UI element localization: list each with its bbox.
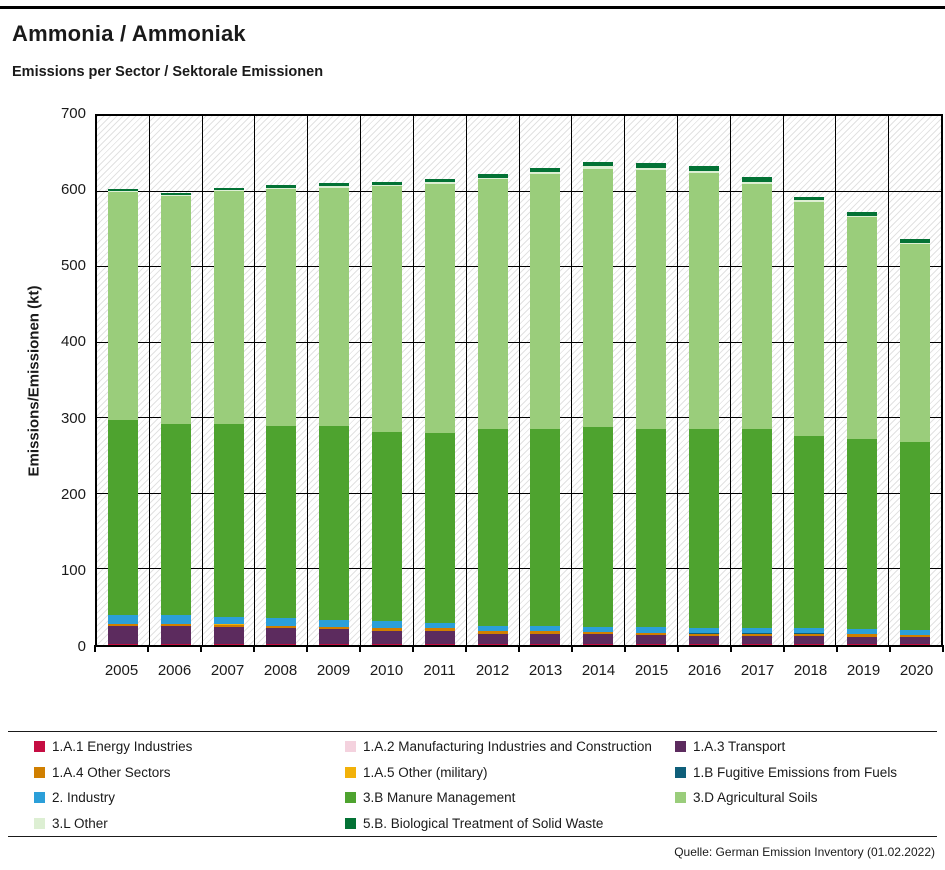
bar-column-2015 — [625, 116, 678, 645]
bar-segment-2007 — [214, 617, 244, 625]
bar-segment-2013 — [530, 429, 560, 625]
source-note: Quelle: German Emission Inventory (01.02.2022) — [674, 845, 935, 859]
bar-segment-2016 — [689, 644, 719, 645]
bar-stack-2007 — [214, 116, 244, 645]
legend-swatch — [675, 792, 686, 803]
bar-segment-2010 — [372, 432, 402, 622]
bar-segment-2006 — [161, 626, 191, 643]
bar-segment-2020 — [900, 442, 930, 629]
x-tick-label-2017: 2017 — [740, 662, 775, 679]
bar-segment-2014 — [583, 169, 613, 427]
legend-swatch — [675, 767, 686, 778]
bar-column-2019 — [836, 116, 889, 645]
bar-segment-2006 — [161, 644, 191, 645]
bar-segment-2014 — [583, 427, 613, 627]
y-tick-label-100: 100 — [60, 561, 86, 579]
x-axis-tick — [200, 645, 202, 652]
bar-stack-2014 — [583, 116, 613, 645]
legend-item — [345, 763, 675, 782]
bar-segment-2020 — [900, 644, 930, 645]
plot-area — [95, 114, 943, 647]
bar-segment-2019 — [847, 637, 877, 644]
legend-swatch — [34, 767, 45, 778]
legend-item — [675, 737, 937, 756]
x-tick-label-2013: 2013 — [528, 662, 563, 679]
x-tick-label-2020: 2020 — [899, 662, 934, 679]
legend-item — [675, 788, 937, 807]
bar-segment-2017 — [742, 636, 772, 644]
legend — [34, 737, 937, 833]
bar-segment-2016 — [689, 636, 719, 644]
legend-item — [345, 814, 675, 833]
bar-stack-2011 — [425, 116, 455, 645]
bar-segment-2015 — [636, 644, 666, 645]
x-tick-label-2009: 2009 — [316, 662, 351, 679]
legend-swatch — [345, 741, 356, 752]
bar-segment-2007 — [214, 627, 244, 644]
bar-segment-2019 — [847, 439, 877, 629]
bar-segment-2007 — [214, 644, 244, 645]
x-tick-label-2016: 2016 — [687, 662, 722, 679]
bar-segment-2011 — [425, 631, 455, 644]
x-axis-tick — [571, 645, 573, 652]
bar-stack-2016 — [689, 116, 719, 645]
bar-column-2012 — [467, 116, 520, 645]
bar-segment-2008 — [266, 628, 296, 643]
bar-segment-2009 — [319, 644, 349, 645]
x-axis-tick — [147, 645, 149, 652]
legend-swatch — [345, 767, 356, 778]
x-tick-label-2005: 2005 — [104, 662, 139, 679]
legend-item — [34, 763, 345, 782]
bar-segment-2010 — [372, 186, 402, 432]
y-tick-label-200: 200 — [60, 485, 86, 503]
bar-column-2006 — [150, 116, 203, 645]
x-axis-tick — [253, 645, 255, 652]
bar-segment-2018 — [794, 436, 824, 628]
x-tick-label-2010: 2010 — [369, 662, 404, 679]
y-tick-label-0: 0 — [77, 638, 86, 655]
bar-column-2011 — [414, 116, 467, 645]
legend-bottom-rule — [8, 836, 937, 837]
bar-segment-2007 — [214, 191, 244, 425]
bar-segment-2006 — [161, 424, 191, 614]
bar-column-2005 — [97, 116, 150, 645]
page-title: Ammonia / Ammoniak — [12, 21, 246, 46]
bar-segment-2018 — [794, 636, 824, 644]
legend-label: 1.A.3 Transport — [693, 739, 786, 754]
x-tick-label-2019: 2019 — [846, 662, 881, 679]
bar-segment-2017 — [742, 429, 772, 629]
bar-stack-2020 — [900, 116, 930, 645]
bar-segment-2012 — [478, 429, 508, 626]
bar-segment-2009 — [319, 426, 349, 619]
legend-swatch — [34, 741, 45, 752]
bar-segment-2006 — [161, 196, 191, 424]
legend-top-rule — [8, 731, 937, 732]
bar-stack-2008 — [266, 116, 296, 645]
bar-segment-2007 — [214, 424, 244, 617]
bar-segment-2012 — [478, 179, 508, 428]
bar-stack-2013 — [530, 116, 560, 645]
bar-segment-2008 — [266, 426, 296, 619]
x-axis-tick — [518, 645, 520, 652]
legend-label: 5.B. Biological Treatment of Solid Waste — [363, 815, 604, 831]
x-axis-tick — [836, 645, 838, 652]
legend-item — [675, 763, 937, 782]
bar-segment-2010 — [372, 621, 402, 628]
legend-swatch — [34, 818, 45, 829]
bar-column-2009 — [308, 116, 361, 645]
x-axis-tick — [624, 645, 626, 652]
bar-segment-2006 — [161, 615, 191, 624]
bar-segment-2008 — [266, 189, 296, 426]
y-tick-label-400: 400 — [60, 333, 86, 351]
bar-column-2008 — [255, 116, 308, 645]
bar-segment-2005 — [108, 420, 138, 614]
legend-label: 3.B Manure Management — [363, 790, 516, 805]
x-axis-tick — [677, 645, 679, 652]
bar-stack-2015 — [636, 116, 666, 645]
x-axis-tick — [942, 645, 944, 652]
bar-stack-2018 — [794, 116, 824, 645]
legend-swatch — [345, 792, 356, 803]
x-tick-label-2011: 2011 — [423, 662, 456, 679]
x-axis-tick — [359, 645, 361, 652]
legend-item — [34, 814, 345, 833]
bar-segment-2011 — [425, 184, 455, 433]
bar-segment-2017 — [742, 184, 772, 429]
bar-stack-2010 — [372, 116, 402, 645]
bar-segment-2008 — [266, 618, 296, 626]
bar-column-2017 — [731, 116, 784, 645]
bar-segment-2005 — [108, 626, 138, 643]
x-tick-label-2007: 2007 — [210, 662, 245, 679]
bar-segment-2011 — [425, 644, 455, 645]
legend-item — [34, 737, 345, 756]
bar-segment-2014 — [583, 644, 613, 645]
bar-stack-2009 — [319, 116, 349, 645]
bar-segment-2005 — [108, 192, 138, 420]
bar-segment-2019 — [847, 644, 877, 645]
legend-item — [345, 788, 675, 807]
x-axis-tick — [94, 645, 96, 652]
y-axis-title: Emissions/Emissionen (kt) — [25, 285, 43, 477]
bar-segment-2015 — [636, 429, 666, 628]
legend-label: 1.B Fugitive Emissions from Fuels — [693, 764, 898, 780]
legend-swatch — [34, 792, 45, 803]
bar-segment-2013 — [530, 644, 560, 645]
x-axis-tick — [465, 645, 467, 652]
x-tick-label-2015: 2015 — [634, 662, 669, 679]
bar-segment-2015 — [636, 635, 666, 643]
bar-segment-2009 — [319, 620, 349, 627]
legend-swatch — [345, 818, 356, 829]
bar-segment-2009 — [319, 629, 349, 643]
x-tick-label-2006: 2006 — [157, 662, 192, 679]
legend-label: 3.L Other — [52, 815, 108, 831]
x-tick-label-2014: 2014 — [581, 662, 616, 679]
bar-segment-2013 — [530, 174, 560, 429]
bar-segment-2019 — [847, 217, 877, 439]
x-tick-label-2008: 2008 — [263, 662, 298, 679]
x-tick-label-2012: 2012 — [475, 662, 510, 679]
bar-segment-2013 — [530, 634, 560, 644]
bar-stack-2019 — [847, 116, 877, 645]
y-tick-label-300: 300 — [60, 409, 86, 427]
legend-label: 3.D Agricultural Soils — [693, 790, 818, 805]
bar-segment-2018 — [794, 644, 824, 645]
bar-segment-2012 — [478, 634, 508, 644]
bar-column-2007 — [203, 116, 256, 645]
y-tick-label-700: 700 — [60, 105, 86, 122]
bar-segment-2005 — [108, 615, 138, 624]
legend-label: 1.A.5 Other (military) — [363, 764, 488, 780]
bar-segment-2015 — [636, 170, 666, 428]
bar-segment-2009 — [319, 188, 349, 427]
legend-item — [34, 788, 345, 807]
bar-segment-2011 — [425, 433, 455, 623]
x-tick-label-2018: 2018 — [793, 662, 828, 679]
bar-column-2020 — [889, 116, 941, 645]
bar-stack-2012 — [478, 116, 508, 645]
x-axis-tick — [783, 645, 785, 652]
x-axis-tick — [730, 645, 732, 652]
bar-segment-2010 — [372, 644, 402, 645]
bar-stack-2006 — [161, 116, 191, 645]
bar-stack-2005 — [108, 116, 138, 645]
bar-stack-2017 — [742, 116, 772, 645]
bar-column-2010 — [361, 116, 414, 645]
legend-label: 2. Industry — [52, 790, 116, 805]
bar-segment-2012 — [478, 644, 508, 645]
legend-label: 1.A.2 Manufacturing Industries and Construction — [363, 739, 652, 754]
legend-swatch — [675, 741, 686, 752]
y-tick-label-600: 600 — [60, 181, 86, 199]
page-subtitle: Emissions per Sector / Sektorale Emissionen — [12, 64, 324, 80]
bar-segment-2018 — [794, 202, 824, 436]
bar-column-2013 — [520, 116, 573, 645]
y-tick-label-500: 500 — [60, 257, 86, 275]
bar-columns — [97, 116, 941, 645]
bar-segment-2010 — [372, 631, 402, 644]
bar-segment-2008 — [266, 644, 296, 645]
bar-column-2018 — [784, 116, 837, 645]
legend-label: 1.A.1 Energy Industries — [52, 739, 193, 754]
bar-segment-2005 — [108, 644, 138, 645]
bar-segment-2016 — [689, 429, 719, 628]
bar-segment-2017 — [742, 644, 772, 645]
bar-segment-2016 — [689, 173, 719, 429]
bar-segment-2014 — [583, 634, 613, 643]
x-axis-tick — [306, 645, 308, 652]
x-axis-tick — [412, 645, 414, 652]
x-axis-tick — [889, 645, 891, 652]
legend-label: 1.A.4 Other Sectors — [52, 764, 171, 780]
bar-column-2016 — [678, 116, 731, 645]
legend-item — [345, 737, 675, 756]
bar-segment-2020 — [900, 244, 930, 442]
bar-column-2014 — [572, 116, 625, 645]
